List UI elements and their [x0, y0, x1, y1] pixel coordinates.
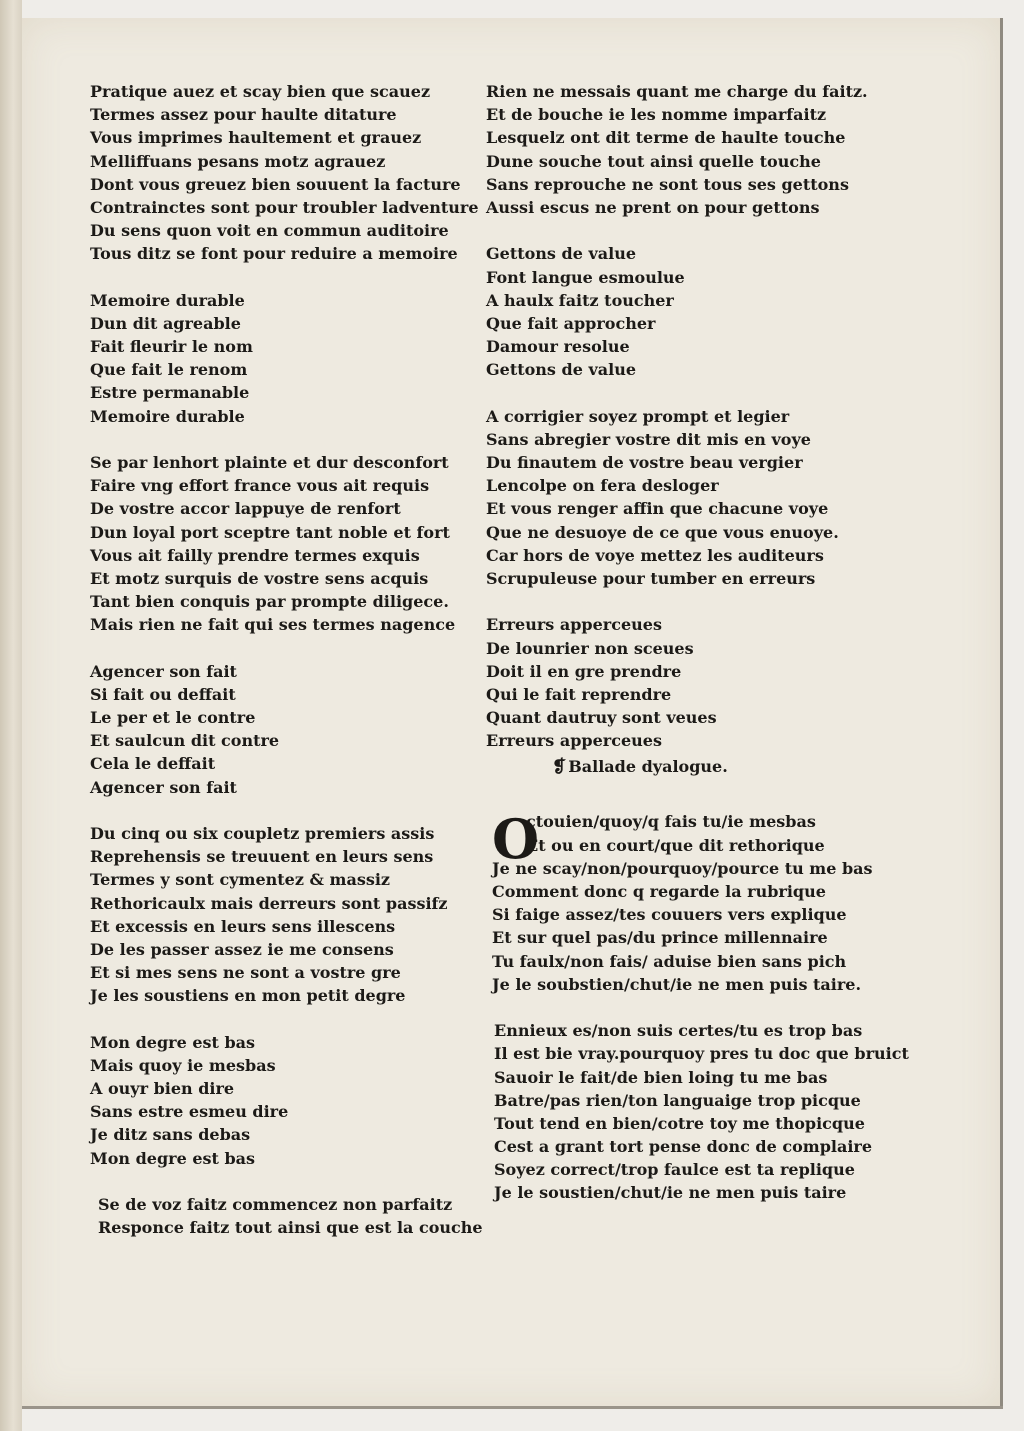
verse-line: Soyez correct/trop faulce est ta replique [494, 1160, 855, 1180]
verse-line: Termes assez pour haulte ditature [90, 105, 397, 125]
verse-line: Je le soustien/chut/ie ne men puis taire [494, 1183, 847, 1203]
decorated-initial: O [492, 807, 540, 872]
pilcrow-icon: ❡ [552, 757, 567, 778]
right-stanza-1 [486, 80, 866, 219]
verse-line: Cest a grant tort pense donc de complaire [494, 1137, 873, 1157]
verse-line: A ouyr bien dire [90, 1079, 235, 1099]
verse-line: Se par lenhort plainte et dur desconfort [90, 453, 449, 472]
verse-line: Sans estre esmeu dire [90, 1102, 289, 1122]
right-stanza-6 [486, 1019, 909, 1205]
verse-line: Que fait le renom [90, 360, 248, 380]
left-stanza-5 [90, 822, 470, 1008]
verse-line: Sauoir le fait/de bien loing tu me bas [494, 1067, 828, 1087]
left-stanza-3 [90, 451, 470, 637]
verse-line: Rien ne messais quant me charge du faitz. [486, 82, 868, 101]
verse-line: Sans abregier vostre dit mis en voye [486, 429, 811, 449]
verse-line: Je ditz sans debas [90, 1125, 251, 1145]
verse-line: Responce faitz tout ainsi que est la couche [98, 1218, 483, 1238]
verse-line: Agencer son fait [90, 777, 237, 797]
verse-line: Car hors de voye mettez les auditeurs [486, 545, 824, 565]
verse-line: Si fait ou deffait [90, 684, 236, 704]
verse-line: Dune souche tout ainsi quelle touche [486, 151, 821, 171]
verse-line: Termes y sont cymentez & massiz [90, 870, 391, 890]
page-edge-bottom [22, 1406, 1003, 1409]
verse-line: Et vous renger affin que chacune voye [486, 499, 829, 519]
page-edge-right [1000, 18, 1003, 1406]
verse-line: Comment donc q regarde la rubrique [492, 882, 826, 901]
verse-line: Du finautem de vostre beau vergier [486, 453, 803, 472]
verse-line: Lencolpe on fera desloger [486, 476, 719, 496]
verse-line: Agencer son fait [90, 661, 237, 681]
verse-line: Memoire durable [90, 290, 245, 310]
verse-line: Du cinq ou six coupletz premiers assis [90, 824, 435, 843]
verse-line: A corrigier soyez prompt et legier [486, 406, 790, 426]
heading-text: Ballade dyalogue. [568, 757, 728, 777]
book-gutter [0, 0, 22, 1431]
verse-line: Erreurs apperceues [486, 731, 662, 751]
verse-line: Doit il en gre prendre [486, 661, 682, 681]
verse-line: Contrainctes sont pour troubler ladventure [90, 197, 479, 217]
verse-line: Rethoricaulx mais derreurs sont passifz [90, 893, 448, 913]
right-stanza-2 [486, 242, 866, 381]
verse-line: Et saulcun dit contre [90, 731, 280, 751]
right-stanza-5 [486, 807, 873, 996]
left-column [90, 80, 483, 1239]
verse-line: Dun loyal port sceptre tant noble et fort [90, 522, 450, 542]
verse-line: Ennieux es/non suis certes/tu es trop bas [494, 1021, 863, 1041]
left-stanza-2 [90, 289, 470, 428]
verse-line: Vous ait failly prendre termes exquis [90, 545, 420, 565]
verse-line: Tous ditz se font pour reduire a memoire [90, 244, 458, 264]
verse-line: Scrupuleuse pour tumber en erreurs [486, 568, 816, 588]
verse-line: A haulx faitz toucher [486, 290, 674, 310]
verse-line: Il est bie vray.pourquoy pres tu doc que bruict [494, 1044, 909, 1064]
verse-line: Et si mes sens ne sont a vostre gre [90, 963, 401, 983]
verse-line: Mon degre est bas [90, 1032, 256, 1052]
verse-line: Tout tend en bien/cotre toy me thopicque [494, 1113, 865, 1133]
verse-line: Font langue esmoulue [486, 267, 685, 287]
left-stanza-6 [90, 1031, 470, 1170]
verse-line: Batre/pas rien/ton languaige trop picque [494, 1090, 861, 1110]
verse-line: Erreurs apperceues [486, 615, 662, 635]
verse-line: Mais rien ne fait qui ses termes nagence [90, 615, 456, 635]
verse-line: Que ne desuoye de ce que vous enuoye. [486, 522, 839, 542]
verse-line: Vous imprimes haultement et grauez [90, 128, 422, 148]
verse-line: Pratique auez et scay bien que scauez [90, 82, 431, 101]
verse-line: Mais quoy ie mesbas [90, 1055, 276, 1075]
verse-line: Memoire durable [90, 406, 245, 426]
verse-line: Fait fleurir le nom [90, 337, 253, 357]
verse-line: Le per et le contre [90, 708, 256, 728]
verse-line: Sans reprouche ne sont tous ses gettons [486, 174, 849, 194]
ballade-heading [486, 752, 866, 782]
left-stanza-1 [90, 80, 479, 266]
verse-line: Lesquelz ont dit terme de haulte touche [486, 128, 846, 148]
verse-line: Damour resolue [486, 337, 630, 357]
verse-line: Dont vous greuez bien souuent la facture [90, 174, 461, 194]
verse-line: Quant dautruy sont veues [486, 708, 717, 728]
verse-line: Gettons de value [486, 360, 636, 380]
verse-line: Cela le deffait [90, 754, 216, 774]
verse-line: Gettons de value [486, 244, 636, 264]
verse-line: Estre permanable [90, 383, 250, 403]
verse-line: Dun dit agreable [90, 313, 241, 333]
right-stanza-3 [486, 405, 866, 591]
right-stanza-4 [486, 613, 866, 752]
verse-line: Et sur quel pas/du prince millennaire [492, 928, 828, 948]
verse-line: Reprehensis se treuuent en leurs sens [90, 847, 434, 867]
verse-line: De les passer assez ie me consens [90, 939, 394, 959]
verse-line: De lounrier non sceues [486, 638, 694, 658]
verse-line: Et de bouche ie les nomme imparfaitz [486, 105, 827, 125]
verse-line: De vostre accor lappuye de renfort [90, 499, 401, 519]
verse-line: Du sens quon voit en commun auditoire [90, 221, 449, 241]
verse-line: Et excessis en leurs sens illescens [90, 916, 396, 936]
verse-line: Faire vng effort france vous ait requis [90, 476, 430, 496]
verse-line: Tant bien conquis par prompte diligece. [90, 592, 449, 612]
verse-line: Et ou en court/que dit rethorique [526, 835, 825, 855]
verse-line: Tu faulx/non fais/ aduise bien sans pich [492, 951, 847, 971]
verse-line: Qui le fait reprendre [486, 684, 672, 704]
left-stanza-4 [90, 660, 470, 799]
verse-line: Et motz surquis de vostre sens acquis [90, 568, 429, 588]
verse-line: Mon degre est bas [90, 1148, 256, 1168]
verse-line: Aussi escus ne prent on pour gettons [486, 197, 820, 217]
verse-line: ctouien/quoy/q fais tu/ie mesbas [526, 812, 816, 832]
verse-line: Si faige assez/tes couuers vers explique [492, 905, 847, 925]
left-stanza-7 [90, 1193, 483, 1239]
right-column [486, 80, 909, 1205]
verse-line: Je ne scay/non/pourquoy/pource tu me bas [492, 858, 873, 878]
verse-line: Que fait approcher [486, 313, 656, 333]
verse-line: Melliffuans pesans motz agrauez [90, 151, 386, 171]
verse-line: Se de voz faitz commencez non parfaitz [98, 1195, 453, 1214]
verse-line: Je le soubstien/chut/ie ne men puis taire. [492, 974, 862, 994]
verse-line: Je les soustiens en mon petit degre [90, 986, 406, 1006]
